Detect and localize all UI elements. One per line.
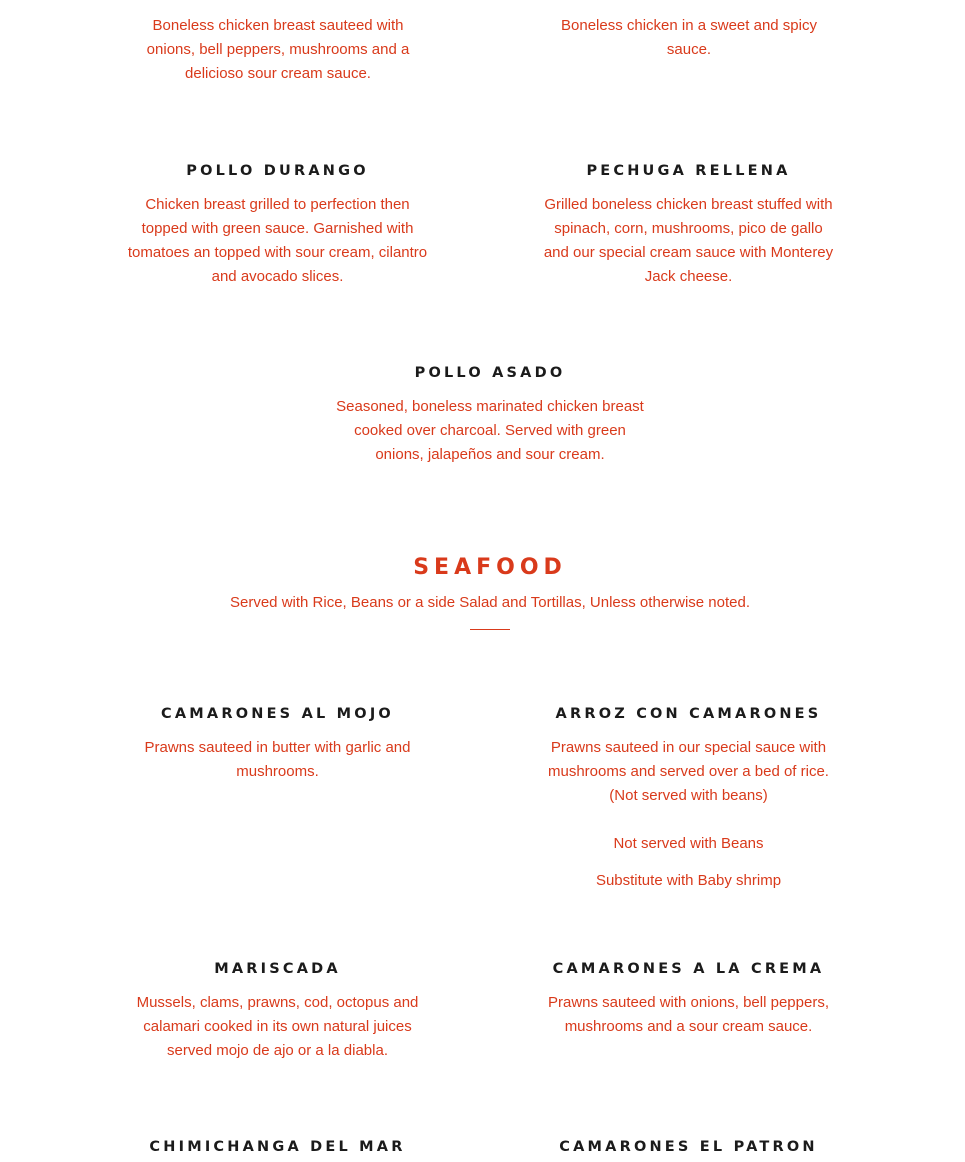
menu-item-mariscada — [125, 959, 430, 1063]
item-title: POLLO ASADO — [414, 365, 566, 381]
item-note-no-beans: Not served with Beans — [613, 835, 764, 852]
item-description: Chicken breast grilled to perfection then topped with green sauce. Garnished with tomatoes an topped with sour cream, cilantro and avocado slices. — [127, 196, 428, 285]
menu-item-arroz-con-camarones — [535, 704, 842, 808]
item-title: CAMARONES EL PATRON — [559, 1139, 818, 1155]
item-description: Boneless chicken breast sauteed with onions, bell peppers, mushrooms and a delicioso sour cream sauce. — [146, 17, 410, 82]
section-subheading: Served with Rice, Beans or a side Salad and Tortillas, Unless otherwise noted. — [230, 594, 750, 611]
menu-item-pollo-durango — [125, 161, 430, 289]
section-divider — [470, 629, 510, 630]
item-description: Prawns sauteed in our special sauce with mushrooms and served over a bed of rice. (Not served with beans) — [548, 739, 829, 804]
menu-item-camarones-al-mojo — [125, 704, 430, 784]
item-title: CAMARONES A LA CREMA — [552, 961, 825, 977]
item-note-baby-shrimp: Substitute with Baby shrimp — [595, 872, 782, 889]
item-title: POLLO DURANGO — [186, 163, 369, 179]
menu-item-camarones-el-patron — [535, 1137, 842, 1157]
item-title: CAMARONES AL MOJO — [161, 706, 394, 722]
section-heading-seafood: SEAFOOD — [413, 555, 567, 580]
item-title: MARISCADA — [214, 961, 341, 977]
item-description: Boneless chicken in a sweet and spicy sauce. — [561, 17, 817, 58]
item-description: Prawns sauteed in butter with garlic and mushrooms. — [144, 739, 411, 780]
item-title: PECHUGA RELLENA — [586, 163, 791, 179]
menu-item-pechuga-rellena — [540, 161, 837, 289]
item-title: ARROZ CON CAMARONES — [555, 706, 822, 722]
item-description: Mussels, clams, prawns, cod, octopus and calamari cooked in its own natural juices served mojo de ajo or a la diabla. — [136, 994, 419, 1059]
item-title: CHIMICHANGA DEL MAR — [149, 1139, 406, 1155]
item-description: Prawns sauteed with onions, bell peppers, mushrooms and a sour cream sauce. — [547, 994, 829, 1035]
menu-item-pollo-asado — [335, 363, 645, 467]
menu-item-camarones-a-la-crema — [532, 959, 845, 1039]
item-description: Seasoned, boneless marinated chicken breast cooked over charcoal. Served with green onions, jalapeños and sour cream. — [336, 398, 644, 463]
menu-item-chicken-sour-cream — [130, 14, 426, 86]
item-description: Grilled boneless chicken breast stuffed with spinach, corn, mushrooms, pico de gallo and our special cream sauce with Monterey Jack cheese. — [543, 196, 834, 285]
menu-item-chicken-sweet-spicy — [540, 14, 838, 62]
menu-item-chimichanga-del-mar — [125, 1137, 430, 1157]
